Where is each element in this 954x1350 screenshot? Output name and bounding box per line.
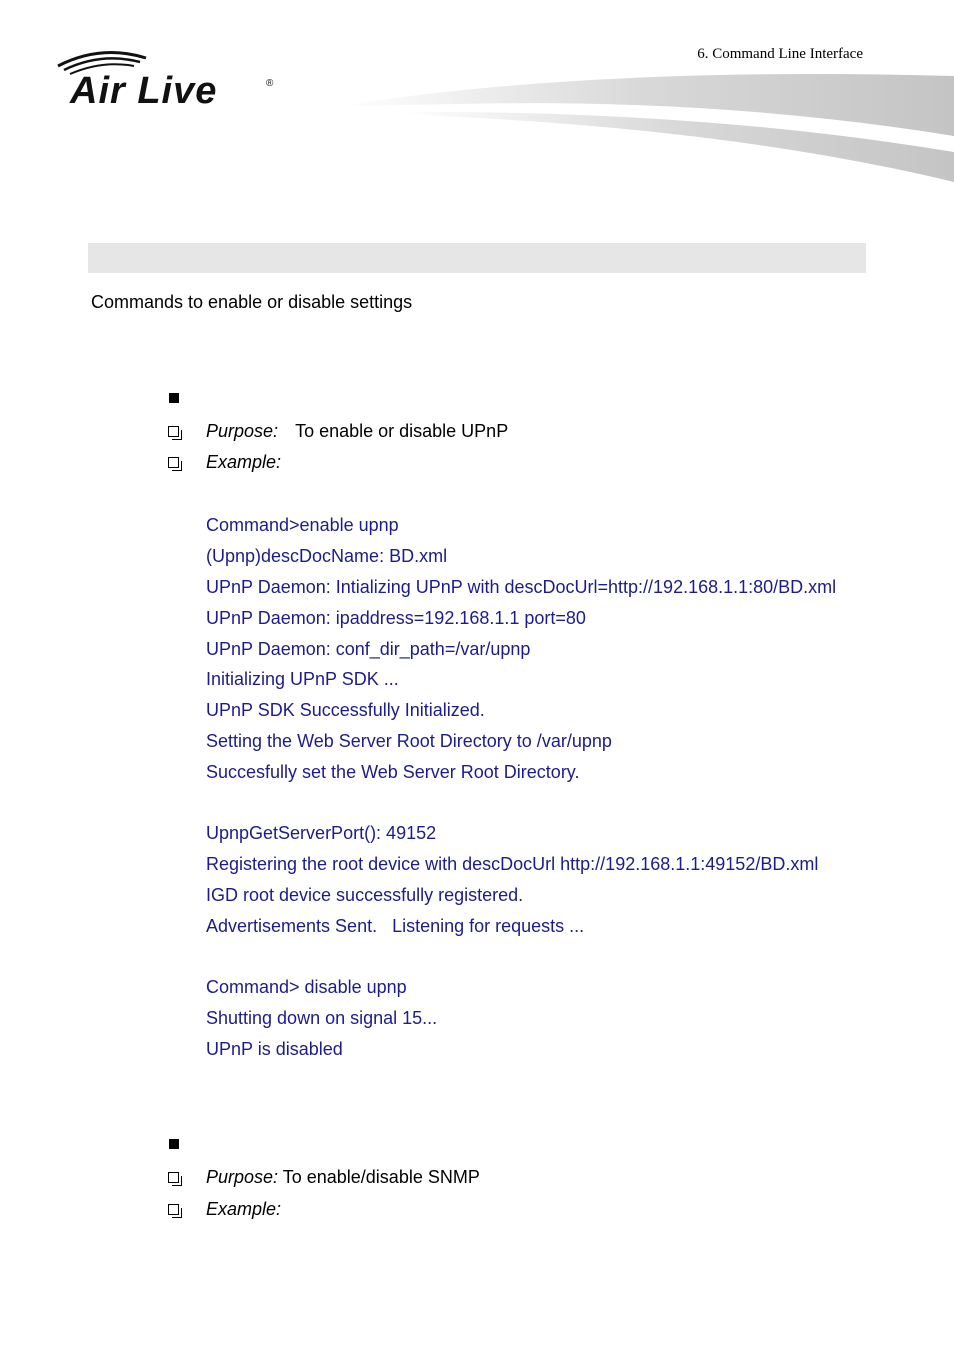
code-line: UpnpGetServerPort(): 49152 — [206, 823, 437, 843]
code-line: Advertisements Sent. Listening for requests ... — [206, 916, 585, 936]
code-line: UPnP Daemon: ipaddress=192.168.1.1 port=80 — [206, 608, 586, 628]
code-line: Succesfully set the Web Server Root Directory. — [206, 762, 580, 782]
code-line: Command> disable upnp — [206, 977, 407, 997]
logo-text: Air Live — [70, 70, 218, 112]
header-swoosh-decoration — [340, 70, 954, 190]
code-line: UPnP is disabled — [206, 1039, 343, 1059]
code-line: IGD root device successfully registered. — [206, 885, 524, 905]
purpose-line — [206, 421, 508, 442]
code-line: Shutting down on signal 15... — [206, 1008, 438, 1028]
purpose-text: To enable or disable UPnP — [295, 421, 509, 441]
example-label: Example: — [206, 452, 282, 472]
intro-text: Commands to enable or disable settings — [91, 292, 413, 312]
code-line: UPnP Daemon: conf_dir_path=/var/upnp — [206, 639, 531, 659]
logo-registered-mark: ® — [266, 78, 274, 89]
code-line: UPnP SDK Successfully Initialized. — [206, 700, 485, 720]
purpose-line — [206, 1167, 480, 1188]
checkbox-bullet-icon — [168, 1172, 179, 1183]
code-line: Initializing UPnP SDK ... — [206, 669, 399, 689]
bullet-square-icon — [169, 1139, 179, 1149]
section-heading-bar — [88, 243, 866, 273]
checkbox-bullet-icon — [168, 1204, 179, 1215]
example-label: Example: — [206, 1199, 282, 1219]
code-line: UPnP Daemon: Intializing UPnP with descDocUrl=http://192.168.1.1:80/BD.xml — [206, 577, 837, 597]
purpose-text: To enable/disable SNMP — [282, 1167, 480, 1187]
airlive-logo — [56, 48, 286, 112]
purpose-label: Purpose: — [206, 421, 279, 441]
checkbox-bullet-icon — [168, 457, 179, 468]
purpose-label: Purpose: — [206, 1167, 279, 1187]
chapter-header: 6. Command Line Interface — [697, 46, 863, 62]
bullet-square-icon — [169, 393, 179, 403]
checkbox-bullet-icon — [168, 426, 179, 437]
code-line: Registering the root device with descDocUrl http://192.168.1.1:49152/BD.xml — [206, 854, 819, 874]
code-line: (Upnp)descDocName: BD.xml — [206, 546, 448, 566]
code-line: Command>enable upnp — [206, 515, 399, 535]
code-line: Setting the Web Server Root Directory to /var/upnp — [206, 731, 612, 751]
